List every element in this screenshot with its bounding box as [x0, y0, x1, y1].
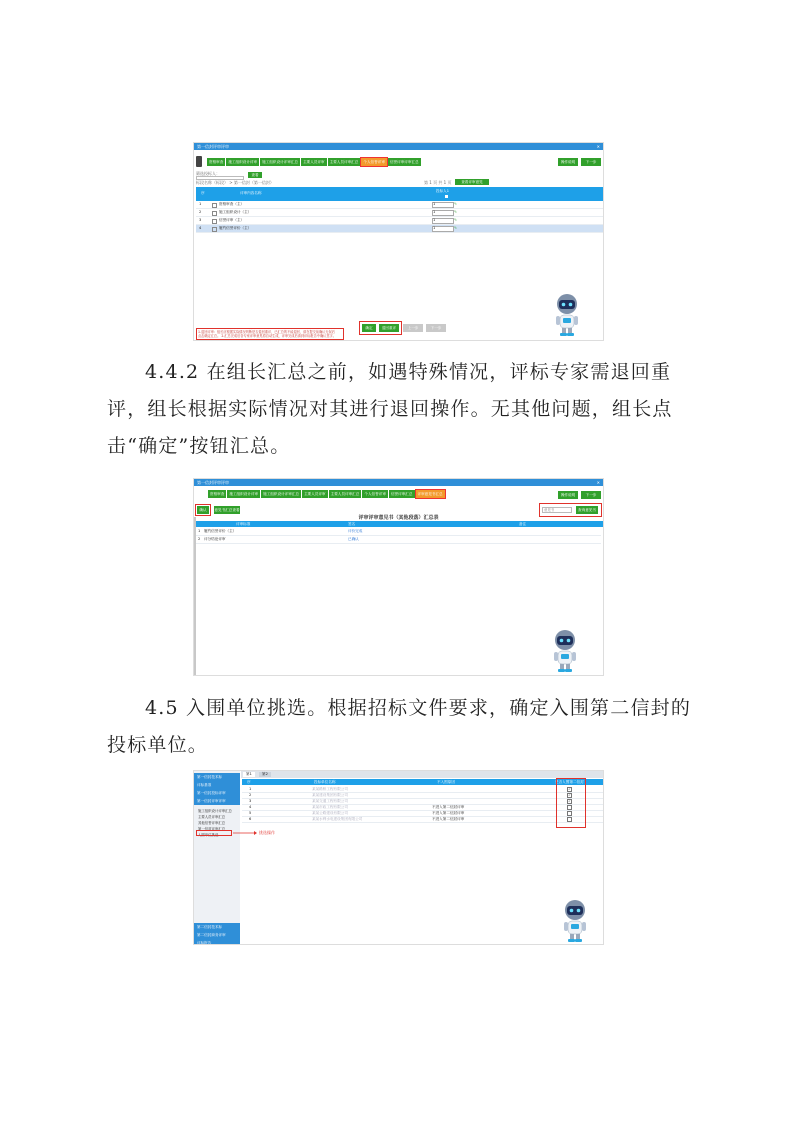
tab-qualification[interactable]: 资格审查 [209, 160, 224, 164]
row-reason: 不进入第二信封评审 [432, 811, 465, 815]
shortlist-column-highlight [556, 778, 586, 828]
breadcrumb: 标段名称（标段） > 第一信封（第一信封） [196, 180, 274, 185]
buttons-highlight-box [359, 321, 402, 335]
score-value: 1 [433, 210, 436, 214]
window-title: 第一信封评审评审 [197, 144, 229, 149]
row-unit-name: 某某公路建设有限公司 [312, 811, 348, 815]
tab-construction[interactable]: 施工组织设计评审 [228, 160, 258, 164]
help-note: 1.退回评审：组长应根据实际情况判断是否退回重评，已汇总的不能退回，请在提交前确认无误后点击确定汇总。 2.汇总完成后各专家评审意见将自动生成，评审完成后请到评标报告中确认签字。 [198, 330, 336, 338]
row-unit-name: 某某水利水电建设集团有限公司 [312, 817, 363, 821]
table-row-selected[interactable] [196, 225, 603, 233]
col-sign: 签名 [348, 521, 356, 526]
edit-pencil-icon[interactable]: ✎ [454, 202, 458, 206]
tab-credit-summary[interactable]: 信誉评审评审汇总 [389, 160, 419, 164]
table-header [196, 187, 603, 201]
screenshot-shortlist-selection [193, 770, 604, 945]
score-input[interactable] [432, 218, 454, 224]
screenshot-opinion-summary [193, 478, 604, 676]
sidebar [194, 771, 240, 945]
robot-assistant-icon[interactable] [562, 899, 588, 943]
table-row[interactable] [196, 209, 603, 217]
col-no: 序 [247, 779, 251, 784]
tab-credit[interactable]: 个人信誉评审 [364, 492, 386, 496]
sidebar-section[interactable]: 第二信封商务评审 [194, 931, 240, 939]
row-no: 3 [199, 218, 202, 222]
robot-assistant-icon[interactable] [552, 629, 578, 673]
sidebar-section[interactable]: 评标报告 [194, 939, 240, 945]
table-row[interactable] [196, 201, 603, 209]
score-input[interactable] [432, 202, 454, 208]
row-no: 3 [249, 799, 252, 803]
shortlist-checkbox[interactable]: ✓ [568, 787, 571, 791]
return-review-button[interactable]: 退回重评 [379, 324, 399, 332]
summary-view-button[interactable]: 意见书汇总查看 [214, 508, 240, 512]
row-checkbox[interactable] [212, 203, 217, 208]
row-name: 履约信誉评价（主） [204, 529, 237, 533]
score-value: 1 [433, 226, 436, 230]
row-no: 1 [199, 202, 202, 206]
paragraph-4-5 [107, 690, 697, 764]
row-no: 4 [249, 805, 252, 809]
robot-assistant-icon[interactable] [554, 293, 580, 337]
annotation-label: 挑选操作 [259, 830, 275, 835]
table-row[interactable] [196, 217, 603, 225]
col-standard: 评审标准 [236, 521, 251, 526]
vertical-scrollbar[interactable] [194, 517, 196, 675]
row-reason: 不进入第二信封评审 [432, 805, 465, 809]
row-no: 4 [199, 226, 202, 230]
table-body [196, 201, 603, 261]
row-checkbox[interactable] [212, 211, 217, 216]
close-icon[interactable]: ✕ [596, 144, 600, 149]
window-titlebar [194, 479, 603, 486]
prev-step-button[interactable]: 上一步 [403, 324, 423, 332]
score-value: 1 [433, 218, 436, 222]
sidebar-section[interactable]: 第一信封投标评审 [194, 789, 240, 797]
row-name: 信誉评审（主） [219, 218, 245, 222]
sidebar-item[interactable]: 第一信封评审汇总 [198, 827, 226, 831]
row-no: 5 [249, 811, 252, 815]
paragraph-4-4-2 [107, 354, 697, 465]
next-step-button[interactable]: 下一步 [581, 158, 601, 166]
shortlist-checkbox[interactable]: ✓ [568, 799, 571, 803]
row-checkbox[interactable] [212, 219, 217, 224]
row-sign-link[interactable]: 评价完成 [348, 529, 363, 533]
sidebar-section[interactable]: 评标基准 [194, 781, 240, 789]
tab-personnel-summary[interactable]: 主要人员评审汇总 [330, 492, 360, 496]
note-highlight-box [196, 328, 344, 340]
sidebar-shortlist-highlight [196, 830, 232, 836]
tab-qualification[interactable]: 资格审查 [210, 492, 225, 496]
col-remark: 备注 [519, 521, 527, 526]
tab-opinion-summary[interactable]: 评审意见书汇总 [417, 492, 443, 496]
row-no: 2 [249, 793, 252, 797]
table-header [242, 779, 604, 785]
score-input[interactable] [432, 226, 454, 232]
col-unit: 投标单位名称 [314, 779, 336, 784]
tab-personnel-summary[interactable]: 主要人员评审汇总 [329, 160, 359, 164]
edit-pencil-icon[interactable]: ✎ [454, 210, 458, 214]
tab-personnel[interactable]: 主要人员评审 [304, 492, 326, 496]
sidebar-item-shortlist[interactable]: 入围单位挑选 [198, 833, 219, 837]
document-title: 评审评审意见书（其他段落）汇总表 [358, 515, 439, 521]
row-name: 评分结论评审 [204, 537, 226, 541]
search-placeholder: 意见书 [544, 508, 555, 512]
row-checkbox[interactable] [212, 227, 217, 232]
col-no: 序 [201, 191, 205, 195]
sidebar-item[interactable]: 主要人员评审汇总 [198, 815, 226, 819]
close-icon[interactable]: ✕ [596, 480, 600, 485]
sidebar-item[interactable]: 施工组织设计评审汇总 [198, 809, 232, 813]
row-name: 施工组织设计（主） [219, 210, 252, 214]
row-reason: 不进入第二信封评审 [432, 817, 465, 821]
tab-second[interactable]: 第2 [259, 772, 271, 777]
edit-pencil-icon[interactable]: ✎ [454, 218, 458, 222]
sidebar-section[interactable]: 第一信封评审评审 [194, 797, 240, 805]
row-no: 1 [198, 529, 201, 533]
score-input[interactable] [432, 210, 454, 216]
table-row[interactable] [242, 816, 604, 823]
top-tab-bar [241, 771, 604, 778]
row-unit-name: 某某市政工程有限公司 [312, 805, 348, 809]
row-no: 1 [249, 787, 252, 791]
help-button[interactable]: 操作说明 [558, 491, 578, 499]
filter-label: 筛选投标人： [196, 171, 220, 176]
confirm-button[interactable]: 确定 [362, 324, 376, 332]
tab-credit-summary[interactable]: 信誉评审汇总 [390, 492, 413, 496]
col-shortlist: 是否入围第二信封 [555, 779, 584, 784]
search-button[interactable]: 查看 [248, 172, 262, 178]
col-bidder: 投标人1 [436, 189, 450, 193]
window-titlebar [194, 143, 603, 150]
next-step-bottom-button[interactable]: 下一步 [426, 324, 446, 332]
header-checkbox[interactable] [445, 195, 448, 198]
confirm-button[interactable]: 确认 [197, 506, 209, 514]
tab-construction[interactable]: 施工组织设计评审 [229, 492, 259, 496]
sidebar-item[interactable]: 其他信誉评审汇总 [198, 821, 226, 825]
app-logo [196, 156, 202, 167]
score-value: 1 [433, 202, 436, 206]
row-name: 履约信誉评价（主） [219, 226, 252, 230]
paragraph-text: 4.4.2 在组长汇总之前，如遇特殊情况，评标专家需退回重评，组长根据实际情况对其进行退回操作。无其他问题，组长点击“确定”按钮汇总。 [107, 361, 673, 457]
next-step-button[interactable]: 下一步 [581, 491, 601, 499]
row-no: 6 [249, 817, 252, 821]
table-body [242, 786, 604, 826]
pager-text: 第 1 页 共 1 页 [424, 180, 452, 185]
table-row[interactable] [196, 536, 601, 544]
row-no: 2 [198, 537, 201, 541]
tab-credit[interactable]: 个人信誉评审 [363, 160, 385, 164]
export-button[interactable]: 查看评审意见 [455, 179, 489, 185]
col-reason: 不入围原因 [437, 779, 455, 784]
sidebar-section[interactable]: 第一信封技术标 [194, 773, 240, 781]
table-header [196, 521, 603, 527]
row-unit-name: 某某交通工程有限公司 [312, 799, 348, 803]
table-row[interactable] [196, 528, 601, 536]
tab-construction-summary[interactable]: 施工组织设计评审汇总 [263, 492, 300, 496]
annotation-arrow-icon [233, 830, 257, 836]
row-unit-name: 某某建设集团有限公司 [312, 793, 348, 797]
sidebar-section[interactable]: 第二信封技术标 [194, 923, 240, 931]
row-unit-name: 某某路桥工程有限公司 [312, 787, 348, 791]
screenshot-summary-review [193, 142, 604, 341]
edit-pencil-icon[interactable]: ✎ [454, 226, 458, 230]
query-button[interactable]: 查询意见书 [576, 506, 598, 514]
step-tabs [207, 158, 603, 177]
col-name: 评审内容名称 [240, 191, 262, 195]
help-button[interactable]: 操作说明 [558, 158, 578, 166]
tab-personnel[interactable]: 主要人员评审 [303, 160, 325, 164]
row-sign-link[interactable]: 已确认 [348, 537, 359, 541]
shortlist-checkbox[interactable]: ✓ [568, 793, 571, 797]
tab-construction-summary[interactable]: 施工组织设计评审汇总 [262, 160, 299, 164]
paragraph-text: 4.5 入围单位挑选。根据招标文件要求，确定入围第二信封的投标单位。 [107, 697, 692, 756]
row-name: 资格审查（主） [219, 202, 245, 206]
row-no: 2 [199, 210, 202, 214]
tab-first[interactable]: 第1 [243, 772, 255, 777]
window-title: 第一信封评审评审 [197, 480, 229, 485]
